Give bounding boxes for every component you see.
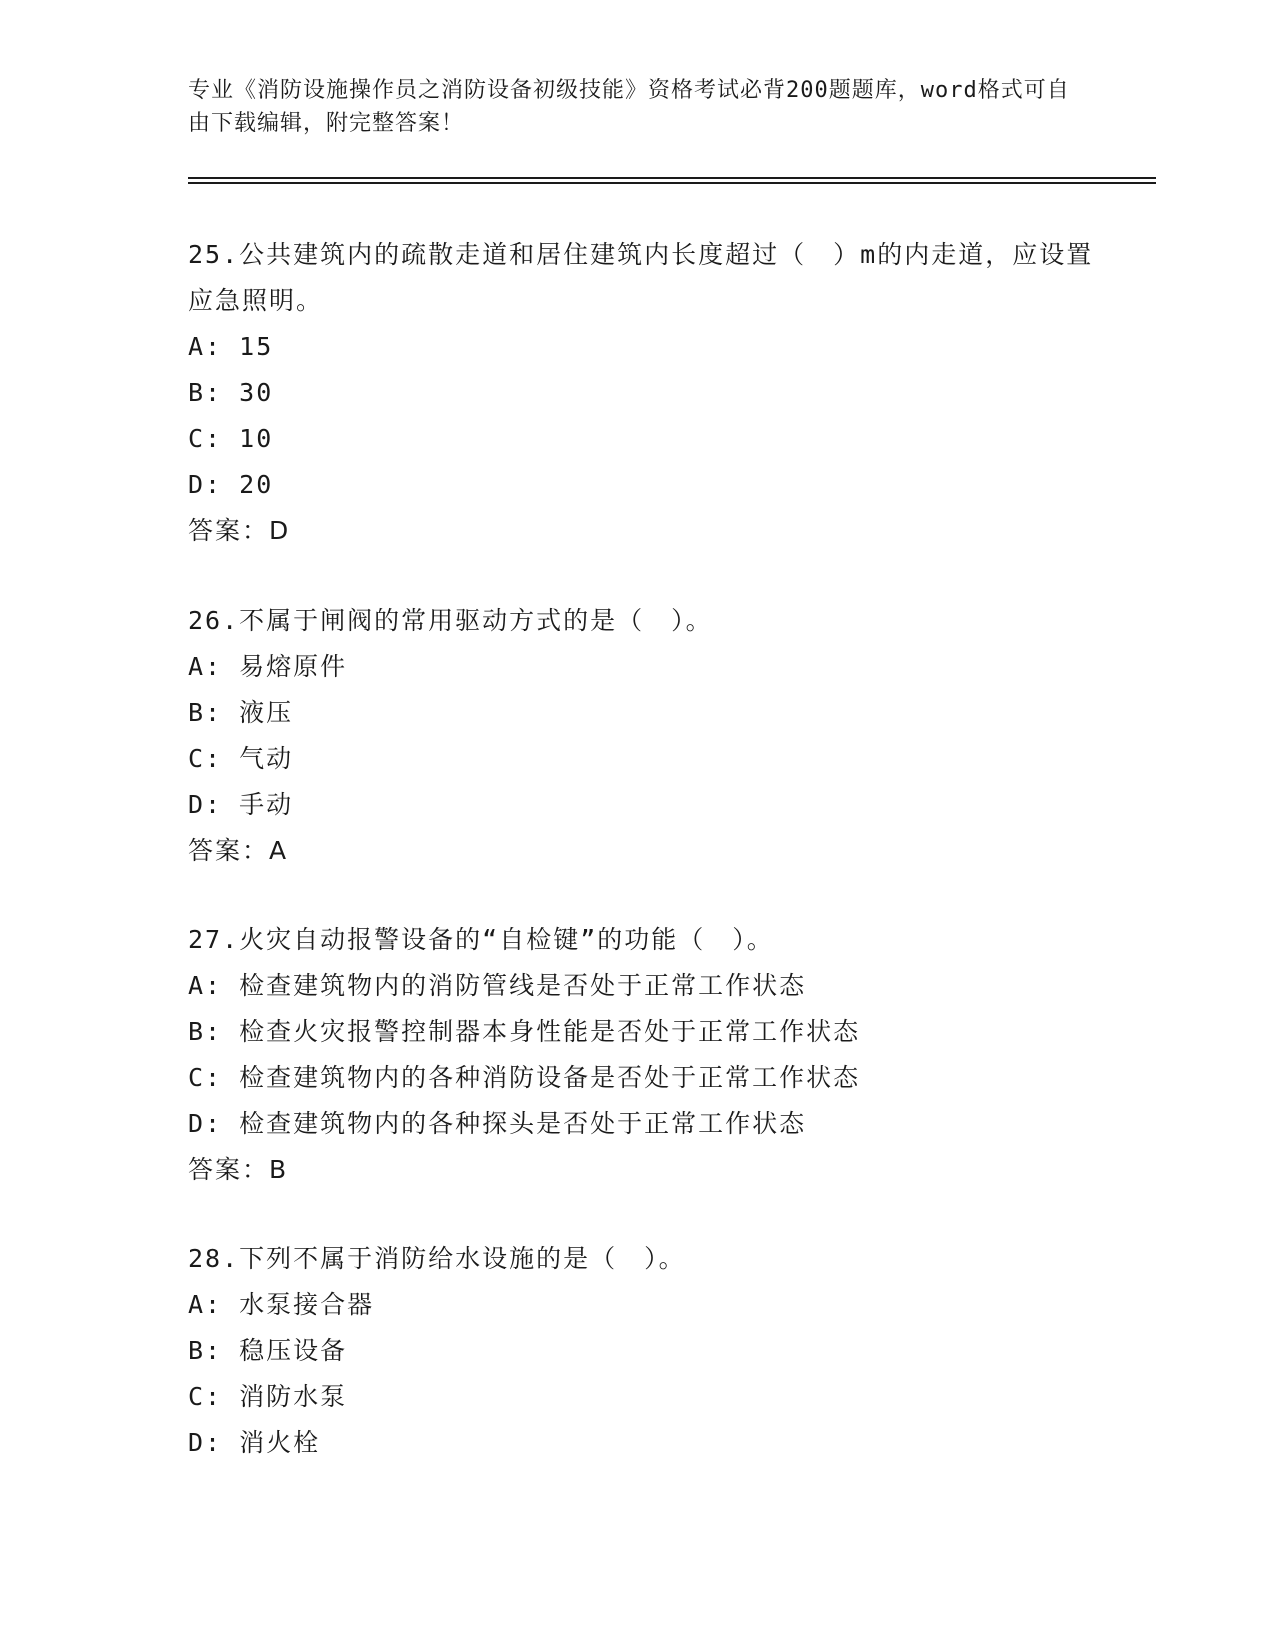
- answer: 答案：B: [188, 1155, 289, 1184]
- document-header: 专业《消防设施操作员之消防设备初级技能》资格考试必背200题题库，word格式可自由下载编辑，附完整答案！: [188, 78, 1070, 136]
- option-a: A: 易熔原件: [188, 652, 348, 681]
- option-c: C: 消防水泵: [188, 1382, 348, 1411]
- question-stem: 28.下列不属于消防给水设施的是（ ）。: [188, 1244, 686, 1273]
- option-b: B: 30: [188, 378, 274, 407]
- option-c: C: 气动: [188, 744, 294, 773]
- question-25: [188, 232, 1108, 554]
- answer: 答案：D: [188, 516, 291, 545]
- answer: 答案：A: [188, 836, 289, 865]
- question-28: [188, 1236, 1108, 1466]
- question-26: [188, 598, 1108, 874]
- option-c: C: 检查建筑物内的各种消防设备是否处于正常工作状态: [188, 1063, 861, 1092]
- question-stem: 25.公共建筑内的疏散走道和居住建筑内长度超过（ ）m的内走道，应设置应急照明。: [188, 240, 1094, 315]
- option-d: D: 手动: [188, 790, 294, 819]
- option-a: A: 水泵接合器: [188, 1290, 375, 1319]
- header-divider-bottom: [188, 182, 1156, 184]
- option-c: C: 10: [188, 424, 274, 453]
- option-d: D: 检查建筑物内的各种探头是否处于正常工作状态: [188, 1109, 807, 1138]
- question-stem: 26.不属于闸阀的常用驱动方式的是（ ）。: [188, 606, 713, 635]
- question-stem: 27.火灾自动报警设备的“自检键”的功能（ ）。: [188, 925, 774, 954]
- option-a: A: 15: [188, 332, 274, 361]
- option-a: A: 检查建筑物内的消防管线是否处于正常工作状态: [188, 971, 807, 1000]
- option-d: D: 20: [188, 470, 274, 499]
- option-d: D: 消火栓: [188, 1428, 321, 1457]
- option-b: B: 检查火灾报警控制器本身性能是否处于正常工作状态: [188, 1017, 861, 1046]
- option-b: B: 稳压设备: [188, 1336, 348, 1365]
- header-divider-top: [188, 177, 1156, 179]
- option-b: B: 液压: [188, 698, 294, 727]
- question-27: [188, 917, 1108, 1193]
